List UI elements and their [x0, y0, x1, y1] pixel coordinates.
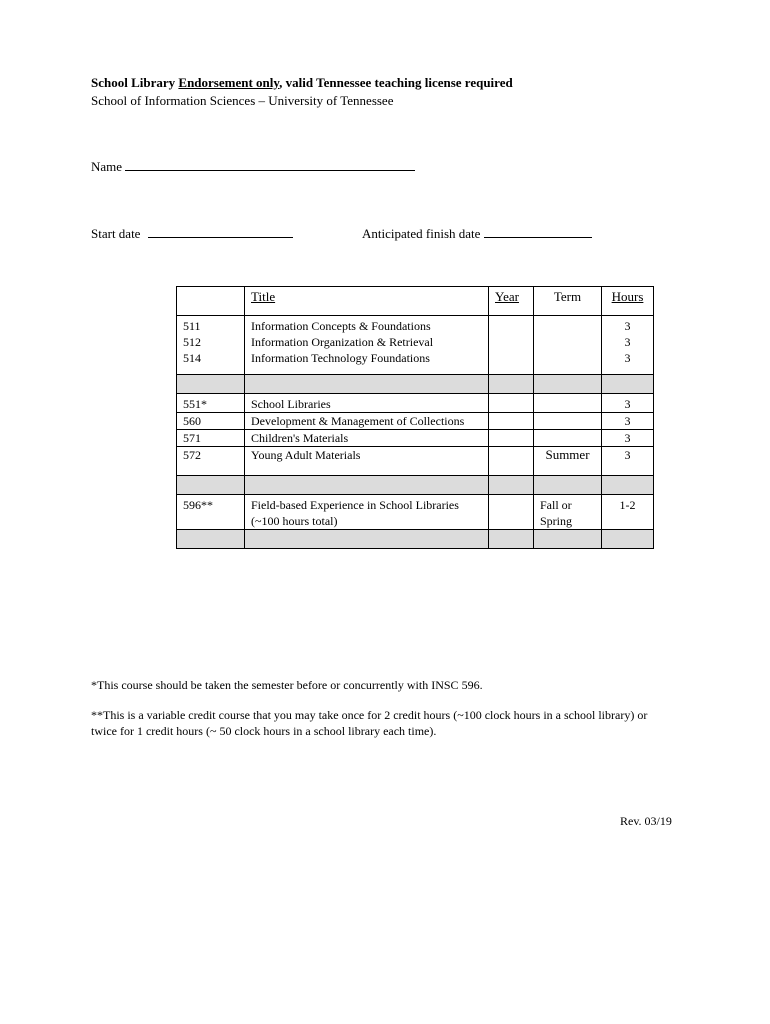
table-row: [177, 430, 654, 447]
finish-date-field: [362, 226, 592, 242]
course-year[interactable]: [489, 334, 534, 350]
course-title: Children's Materials: [245, 430, 489, 447]
name-field: [91, 159, 415, 175]
course-hours: 3: [602, 350, 654, 375]
table-row: [177, 394, 654, 413]
course-table: [176, 286, 654, 549]
table-row: [177, 413, 654, 430]
course-number: 514: [177, 350, 245, 375]
course-number: 596**: [177, 495, 245, 530]
name-blank[interactable]: [125, 160, 415, 171]
separator-row: [177, 375, 654, 394]
footnote-double-asterisk: **This is a variable credit course that you may take once for 2 credit hours (~100 clock hours in a school library) or twice for 1 credit hours (~ 50 clock hours in a school library each time).: [91, 708, 648, 738]
course-title: School Libraries: [245, 394, 489, 413]
course-number: 512: [177, 334, 245, 350]
table-row: [177, 495, 654, 530]
separator-row: [177, 530, 654, 549]
course-term[interactable]: [534, 316, 602, 335]
separator-row: [177, 476, 654, 495]
table-row: [177, 447, 654, 476]
course-year[interactable]: [489, 413, 534, 430]
page-title: [91, 75, 513, 91]
course-title: Development & Management of Collections: [245, 413, 489, 430]
course-hours: 3: [602, 394, 654, 413]
course-title: Information Concepts & Foundations: [245, 316, 489, 335]
course-title: Young Adult Materials: [245, 447, 489, 476]
course-hours: 3: [602, 334, 654, 350]
header-term: Term: [534, 287, 602, 316]
course-term[interactable]: [534, 413, 602, 430]
course-year[interactable]: [489, 394, 534, 413]
course-number: 572: [177, 447, 245, 476]
course-term[interactable]: [534, 334, 602, 350]
table-row: [177, 334, 654, 350]
course-term[interactable]: [534, 394, 602, 413]
title-suffix: , valid Tennessee teaching license required: [279, 75, 513, 90]
course-year[interactable]: [489, 430, 534, 447]
course-year[interactable]: [489, 316, 534, 335]
course-year[interactable]: [489, 350, 534, 375]
start-date-field: [91, 226, 293, 242]
header-year: Year: [489, 287, 534, 316]
course-title: Information Organization & Retrieval: [245, 334, 489, 350]
course-term[interactable]: Fall or Spring: [534, 495, 602, 530]
name-label: Name: [91, 159, 123, 174]
course-number: 571: [177, 430, 245, 447]
course-term[interactable]: [534, 350, 602, 375]
revision-date: Rev. 03/19: [620, 814, 672, 828]
course-hours: 3: [602, 430, 654, 447]
course-title: Information Technology Foundations: [245, 350, 489, 375]
finish-date-label: Anticipated finish date: [362, 226, 481, 241]
course-term[interactable]: [534, 430, 602, 447]
footnote-single-asterisk: *This course should be taken the semester before or concurrently with INSC 596.: [91, 678, 483, 692]
course-title: Field-based Experience in School Libraries (~100 hours total): [245, 495, 489, 530]
course-hours: 3: [602, 447, 654, 476]
header-number: [177, 287, 245, 316]
course-number: 511: [177, 316, 245, 335]
course-hours: 1-2: [602, 495, 654, 530]
course-number: 560: [177, 413, 245, 430]
title-prefix: School Library: [91, 75, 179, 90]
start-date-blank[interactable]: [148, 227, 293, 238]
header-title: Title: [245, 287, 489, 316]
course-number: 551*: [177, 394, 245, 413]
title-underlined: Endorsement only: [178, 75, 280, 90]
table-row: [177, 350, 654, 375]
header-hours: Hours: [602, 287, 654, 316]
course-hours: 3: [602, 316, 654, 335]
table-header-row: [177, 287, 654, 316]
course-term[interactable]: Summer: [534, 447, 602, 476]
table-row: [177, 316, 654, 335]
start-date-label: Start date: [91, 226, 141, 241]
course-year[interactable]: [489, 447, 534, 476]
finish-date-blank[interactable]: [484, 227, 592, 238]
course-hours: 3: [602, 413, 654, 430]
page-subtitle: School of Information Sciences – University of Tennessee: [91, 93, 394, 108]
course-year[interactable]: [489, 495, 534, 530]
